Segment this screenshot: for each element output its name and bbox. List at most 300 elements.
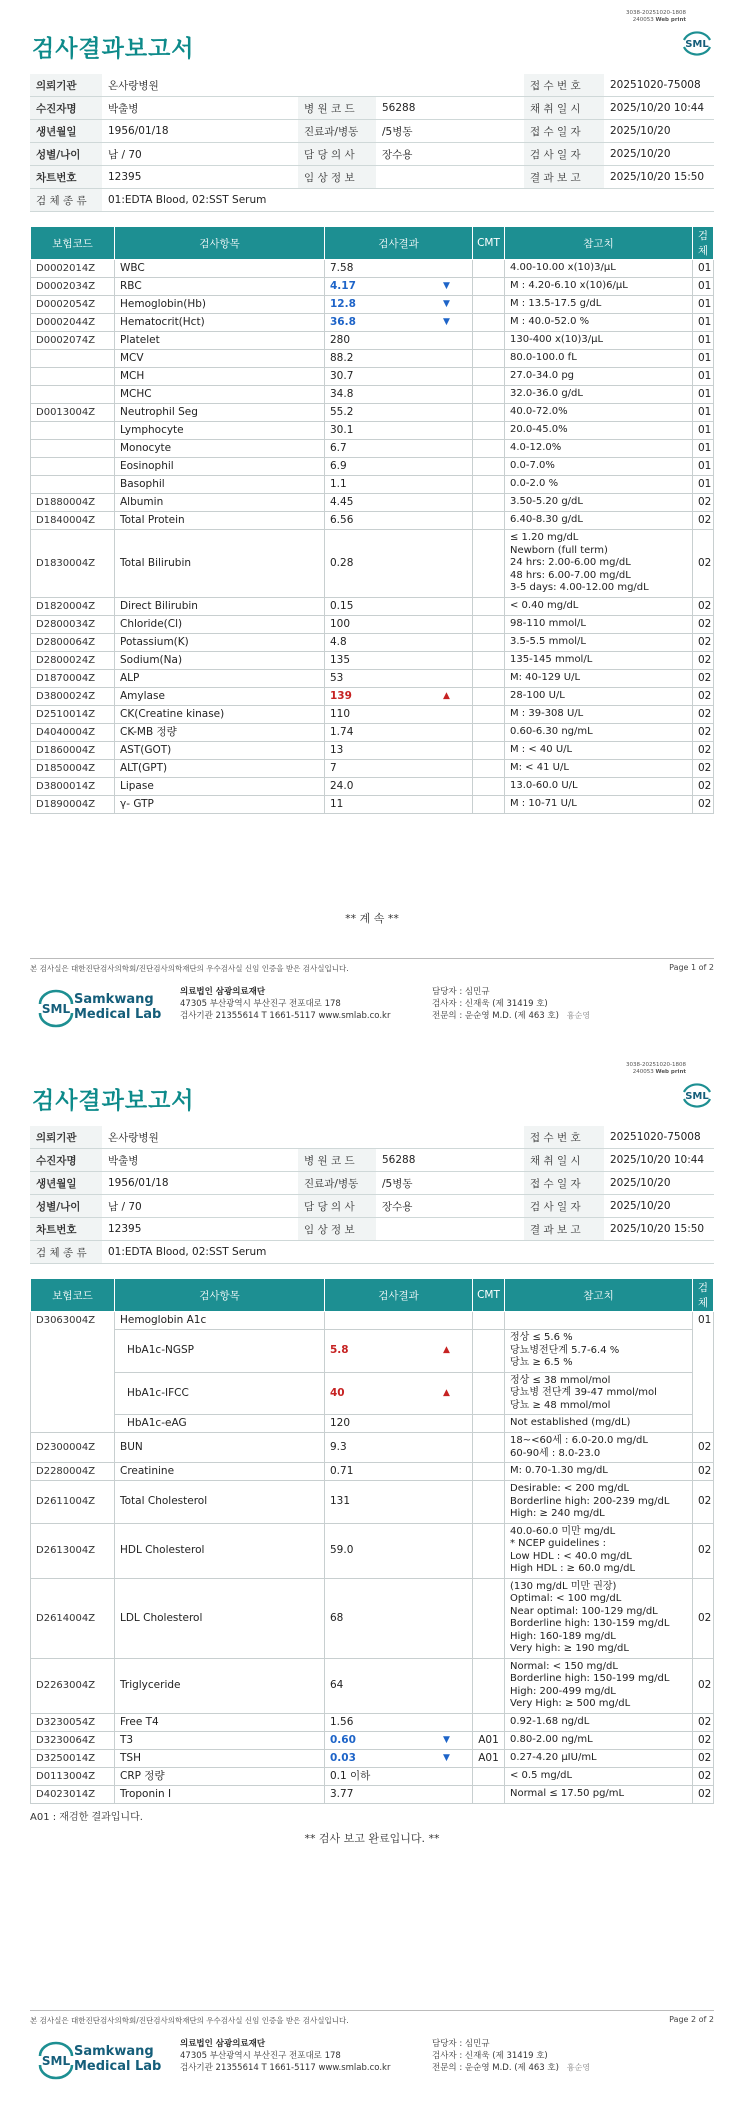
reference-cell: 정상 ≤ 38 mmol/mol 당뇨병 전단계 39-47 mmol/mol 당뇨 ≥ 48 mmol/mol xyxy=(505,1372,693,1415)
low-flag-icon: ▼ xyxy=(443,317,450,327)
result-cell xyxy=(325,777,473,795)
cmt-cell xyxy=(473,669,505,687)
report-value: 2025/10/20 15:50 xyxy=(604,166,714,189)
hospital-label: 의뢰기관 xyxy=(30,74,102,97)
column-header: 검사항목 xyxy=(115,1279,325,1312)
result-cell xyxy=(325,669,473,687)
insurance-code: D1870004Z xyxy=(31,669,115,687)
result-cell xyxy=(325,1433,473,1463)
specimen-cell: 01 xyxy=(693,458,714,476)
result-value: 0.1 이하 xyxy=(330,1769,371,1782)
info-row xyxy=(30,1126,714,1149)
result-value: 36.8 xyxy=(330,316,356,328)
cmt-cell xyxy=(473,332,505,350)
column-header: 검체 xyxy=(693,1279,714,1312)
specimen-label: 검 체 종 류 xyxy=(30,189,102,212)
reference-cell: 40.0-60.0 미만 mg/dL * NCEP guidelines : Low HDL : < 40.0 mg/dL High HDL : ≥ 60.0 mg/dL xyxy=(505,1523,693,1578)
reference-cell: 20.0-45.0% xyxy=(505,422,693,440)
insurance-code: D1890004Z xyxy=(31,795,115,813)
result-value: 0.28 xyxy=(330,556,354,569)
lab-contact: 검사기관 21355614 T 1661-5117 www.smlab.co.kr xyxy=(180,2063,391,2073)
cmt-cell xyxy=(473,1372,505,1415)
staff-tester: 검사자 : 신재욱 (제 31419 호) xyxy=(432,2051,548,2061)
result-value: 7.58 xyxy=(330,262,354,274)
hospital-label: 의뢰기관 xyxy=(30,1126,102,1149)
print-code xyxy=(626,1062,686,1076)
insurance-code: D3800024Z xyxy=(31,687,115,705)
result-value: 7 xyxy=(330,761,337,774)
specimen-cell: 02 xyxy=(693,1713,714,1731)
specimen-cell: 01 xyxy=(693,476,714,494)
test-subitem: HbA1c-NGSP xyxy=(115,1330,325,1373)
specimen-value: 01:EDTA Blood, 02:SST Serum xyxy=(102,1241,714,1264)
cmt-cell xyxy=(473,1481,505,1524)
specimen-cell: 02 xyxy=(693,633,714,651)
result-cell xyxy=(325,795,473,813)
insurance-code: D0002044Z xyxy=(31,314,115,332)
reference-cell: 4.0-12.0% xyxy=(505,440,693,458)
sml-wordmark-line1: Samkwang xyxy=(74,2044,154,2059)
specimen-cell: 02 xyxy=(693,1463,714,1481)
result-cell xyxy=(325,687,473,705)
insurance-code: D2800034Z xyxy=(31,615,115,633)
result-value: 131 xyxy=(330,1495,351,1508)
table-subrow xyxy=(31,1415,714,1433)
insurance-code: D1860004Z xyxy=(31,741,115,759)
insurance-code: D3230064Z xyxy=(31,1731,115,1749)
column-header: CMT xyxy=(473,1279,505,1312)
test-value: 2025/10/20 xyxy=(604,1195,714,1218)
insurance-code: D1830004Z xyxy=(31,530,115,598)
result-value: 13 xyxy=(330,743,344,756)
insurance-code xyxy=(31,386,115,404)
insurance-code: D2614004Z xyxy=(31,1578,115,1658)
insurance-code: D1880004Z xyxy=(31,494,115,512)
lab-contact: 검사기관 21355614 T 1661-5117 www.smlab.co.kr xyxy=(180,1011,391,1021)
cmt-cell xyxy=(473,494,505,512)
hospcode-label: 병 원 코 드 xyxy=(298,97,376,120)
page-number: Page 2 of 2 xyxy=(669,2015,714,2024)
test-label: 검 사 일 자 xyxy=(524,1195,604,1218)
sml-logo-text: SML xyxy=(685,39,709,50)
result-cell xyxy=(325,759,473,777)
cmt-cell xyxy=(473,404,505,422)
lab-name: 의료법인 삼광의료재단 xyxy=(180,2039,266,2049)
insurance-code: D0113004Z xyxy=(31,1767,115,1785)
info-row xyxy=(30,1195,714,1218)
cmt-cell xyxy=(473,759,505,777)
info-row xyxy=(30,1218,714,1241)
hospcode-value: 56288 xyxy=(376,1149,524,1172)
hospcode-label: 병 원 코 드 xyxy=(298,1149,376,1172)
reference-cell: 4.00-10.00 x(10)3/μL xyxy=(505,260,693,278)
result-cell xyxy=(325,368,473,386)
cmt-cell xyxy=(473,1578,505,1658)
chart-label: 차트번호 xyxy=(30,166,102,189)
insurance-code: D2613004Z xyxy=(31,1523,115,1578)
test-item: Total Bilirubin xyxy=(115,530,325,598)
table-row xyxy=(31,1767,714,1785)
insurance-code: D3230054Z xyxy=(31,1713,115,1731)
completed-note: ** 검사 보고 완료입니다. ** xyxy=(304,1832,440,1845)
reference-cell: M : 40.0-52.0 % xyxy=(505,314,693,332)
result-cell xyxy=(325,350,473,368)
lab-address: 47305 부산광역시 부산진구 전포대로 178 xyxy=(180,2051,341,2061)
reference-cell: 98-110 mmol/L xyxy=(505,615,693,633)
table-row xyxy=(31,705,714,723)
specimen-cell: 01 xyxy=(693,368,714,386)
patient-value: 박출병 xyxy=(102,1149,298,1172)
test-item: Albumin xyxy=(115,494,325,512)
reference-cell: M : 10-71 U/L xyxy=(505,795,693,813)
result-cell xyxy=(325,476,473,494)
clinical-label: 임 상 정 보 xyxy=(298,1218,376,1241)
doctor-label: 담 당 의 사 xyxy=(298,143,376,166)
result-value: 110 xyxy=(330,707,351,720)
table-row xyxy=(31,633,714,651)
result-value: 280 xyxy=(330,334,351,346)
specimen-cell: 02 xyxy=(693,705,714,723)
table-row xyxy=(31,795,714,813)
staff-manager: 담당자 : 심민규 xyxy=(432,2039,490,2049)
sex-value: 남 / 70 xyxy=(102,143,298,166)
specimen-cell: 02 xyxy=(693,512,714,530)
result-value: 0.03 xyxy=(330,1751,356,1764)
dept-label: 진료과/병동 xyxy=(298,1172,376,1195)
info-row xyxy=(30,74,714,97)
table-row xyxy=(31,1785,714,1803)
result-value: 139 xyxy=(330,689,352,702)
print-code-line1: 3038-20251020-1808 xyxy=(626,10,686,16)
results-header xyxy=(31,1279,714,1312)
reference-cell: M: 40-129 U/L xyxy=(505,669,693,687)
reference-cell: 0.0-7.0% xyxy=(505,458,693,476)
cmt-cell xyxy=(473,687,505,705)
result-cell xyxy=(325,1463,473,1481)
table-row xyxy=(31,440,714,458)
result-value: 4.45 xyxy=(330,496,354,508)
column-header: 검사결과 xyxy=(325,227,473,260)
cmt-cell xyxy=(473,458,505,476)
test-subitem: HbA1c-IFCC xyxy=(115,1372,325,1415)
cmt-cell xyxy=(473,278,505,296)
lab-address: 47305 부산광역시 부산진구 전포대로 178 xyxy=(180,999,341,1009)
test-item: ALT(GPT) xyxy=(115,759,325,777)
sml-footer-logo-text: SML xyxy=(41,2054,71,2068)
continued-note: ** 계 속 ** xyxy=(345,912,399,925)
reference-cell: (130 mg/dL 미만 권장) Optimal: < 100 mg/dL Near optimal: 100-129 mg/dL Borderline high: 130-159 mg/dL High: 160-189 mg/dL Very high: ≥ 190 mg/dL xyxy=(505,1578,693,1658)
staff-tester: 검사자 : 신재욱 (제 31419 호) xyxy=(432,999,548,1009)
insurance-code: D0013004Z xyxy=(31,404,115,422)
reference-cell: 28-100 U/L xyxy=(505,687,693,705)
reference-cell: 3.5-5.5 mmol/L xyxy=(505,633,693,651)
receipt-label: 접 수 번 호 xyxy=(524,1126,604,1149)
collect-value: 2025/10/20 10:44 xyxy=(604,1149,714,1172)
recv-value: 2025/10/20 xyxy=(604,120,714,143)
specimen-cell: 02 xyxy=(693,1767,714,1785)
dob-label: 생년월일 xyxy=(30,1172,102,1195)
specimen-cell: 01 xyxy=(693,314,714,332)
insurance-code: D2800064Z xyxy=(31,633,115,651)
specimen-cell: 01 xyxy=(693,404,714,422)
result-cell xyxy=(325,1731,473,1749)
reference-cell: Desirable: < 200 mg/dL Borderline high: 200-239 mg/dL High: ≥ 240 mg/dL xyxy=(505,1481,693,1524)
low-flag-icon: ▼ xyxy=(443,299,450,309)
sml-logo-icon xyxy=(680,1080,714,1110)
reference-cell: Normal: < 150 mg/dL Borderline high: 150-199 mg/dL High: 200-499 mg/dL Very High: ≥ 500 mg/dL xyxy=(505,1658,693,1713)
table-row xyxy=(31,723,714,741)
test-item: LDL Cholesterol xyxy=(115,1578,325,1658)
table-row xyxy=(31,1481,714,1524)
hospcode-value: 56288 xyxy=(376,97,524,120)
result-value: 34.8 xyxy=(330,388,354,400)
staff-specialist: 전문의 : 운순영 M.D. (제 463 호) xyxy=(432,1011,559,1021)
insurance-code: D2300004Z xyxy=(31,1433,115,1463)
result-value: 11 xyxy=(330,797,344,810)
result-cell xyxy=(325,296,473,314)
specimen-cell: 02 xyxy=(693,741,714,759)
result-cell xyxy=(325,260,473,278)
cmt-cell xyxy=(473,1713,505,1731)
info-row xyxy=(30,143,714,166)
test-item: CK-MB 정량 xyxy=(115,723,325,741)
reference-cell: 27.0-34.0 pg xyxy=(505,368,693,386)
result-value: 0.60 xyxy=(330,1733,356,1746)
table-row xyxy=(31,476,714,494)
specimen-cell: 02 xyxy=(693,1785,714,1803)
info-row xyxy=(30,166,714,189)
result-value: 0.71 xyxy=(330,1465,354,1477)
table-row xyxy=(31,404,714,422)
reference-cell: 135-145 mmol/L xyxy=(505,651,693,669)
result-cell xyxy=(325,705,473,723)
test-item: γ- GTP xyxy=(115,795,325,813)
table-row xyxy=(31,512,714,530)
specimen-cell: 02 xyxy=(693,1658,714,1713)
test-item: Triglyceride xyxy=(115,1658,325,1713)
sml-wordmark xyxy=(74,2044,161,2074)
result-value: 4.8 xyxy=(330,635,347,648)
specimen-cell: 02 xyxy=(693,615,714,633)
cmt-cell xyxy=(473,705,505,723)
reference-cell: 0.0-2.0 % xyxy=(505,476,693,494)
test-item: Total Cholesterol xyxy=(115,1481,325,1524)
result-cell xyxy=(325,530,473,598)
staff-manager: 담당자 : 심민규 xyxy=(432,987,490,997)
cmt-cell xyxy=(473,476,505,494)
column-header: 참고치 xyxy=(505,227,693,260)
result-cell xyxy=(325,1481,473,1524)
cmt-cell xyxy=(473,723,505,741)
insurance-code: D2800024Z xyxy=(31,651,115,669)
specimen-cell: 02 xyxy=(693,795,714,813)
sex-value: 남 / 70 xyxy=(102,1195,298,1218)
insurance-code: D4023014Z xyxy=(31,1785,115,1803)
specimen-cell: 01 xyxy=(693,422,714,440)
reference-cell: 13.0-60.0 U/L xyxy=(505,777,693,795)
info-row xyxy=(30,189,714,212)
result-cell xyxy=(325,1312,473,1330)
doctor-label: 담 당 의 사 xyxy=(298,1195,376,1218)
test-item: CK(Creatine kinase) xyxy=(115,705,325,723)
result-cell xyxy=(325,1372,473,1415)
test-item: Potassium(K) xyxy=(115,633,325,651)
reference-cell: 0.27-4.20 μIU/mL xyxy=(505,1749,693,1767)
table-row xyxy=(31,1523,714,1578)
insurance-code: D3800014Z xyxy=(31,777,115,795)
table-row xyxy=(31,350,714,368)
test-item: Lipase xyxy=(115,777,325,795)
chart-value: 12395 xyxy=(102,1218,298,1241)
test-item: Troponin I xyxy=(115,1785,325,1803)
receipt-label: 접 수 번 호 xyxy=(524,74,604,97)
test-item: CRP 정량 xyxy=(115,1767,325,1785)
result-value: 135 xyxy=(330,653,351,666)
dept-value: /5병동 xyxy=(376,120,524,143)
sml-footer-logo-text: SML xyxy=(41,1002,71,1016)
sml-wordmark-line2: Medical Lab xyxy=(74,1007,162,1022)
test-item: AST(GOT) xyxy=(115,741,325,759)
patient-label: 수진자명 xyxy=(30,97,102,120)
table-row xyxy=(31,332,714,350)
staff-info xyxy=(432,2038,590,2074)
result-value: 24.0 xyxy=(330,779,354,792)
patient-value: 박출병 xyxy=(102,97,298,120)
cmt-cell: A01 xyxy=(473,1749,505,1767)
staff-specialist: 전문의 : 운순영 M.D. (제 463 호) xyxy=(432,2063,559,2073)
insurance-code xyxy=(31,458,115,476)
result-value: 1.74 xyxy=(330,725,354,738)
cmt-note: A01 : 재검한 결과입니다. xyxy=(30,1812,143,1823)
reference-cell: < 0.5 mg/dL xyxy=(505,1767,693,1785)
cmt-cell xyxy=(473,615,505,633)
hospital-value: 온사랑병원 xyxy=(102,74,524,97)
table-row xyxy=(31,597,714,615)
cmt-cell xyxy=(473,296,505,314)
insurance-code: D2263004Z xyxy=(31,1658,115,1713)
signature: 흉순영 xyxy=(566,2063,591,2072)
insurance-code: D2280004Z xyxy=(31,1463,115,1481)
signature: 흉순영 xyxy=(566,1011,591,1020)
specimen-cell: 02 xyxy=(693,1433,714,1463)
reference-cell: M : 13.5-17.5 g/dL xyxy=(505,296,693,314)
result-cell xyxy=(325,741,473,759)
result-value: 30.7 xyxy=(330,370,354,382)
specimen-cell: 02 xyxy=(693,530,714,598)
specimen-cell: 02 xyxy=(693,669,714,687)
cmt-cell xyxy=(473,1312,505,1330)
reference-cell: 6.40-8.30 g/dL xyxy=(505,512,693,530)
table-row xyxy=(31,278,714,296)
result-cell xyxy=(325,1523,473,1578)
result-cell xyxy=(325,1713,473,1731)
info-row xyxy=(30,97,714,120)
sex-label: 성별/나이 xyxy=(30,143,102,166)
cmt-cell: A01 xyxy=(473,1731,505,1749)
specimen-cell: 02 xyxy=(693,777,714,795)
test-item: T3 xyxy=(115,1731,325,1749)
result-cell xyxy=(325,723,473,741)
collect-label: 채 취 일 시 xyxy=(524,1149,604,1172)
high-flag-icon: ▲ xyxy=(443,1345,450,1356)
table-subrow xyxy=(31,1372,714,1415)
info-row xyxy=(30,1149,714,1172)
result-cell xyxy=(325,404,473,422)
cmt-cell xyxy=(473,633,505,651)
specimen-cell: 02 xyxy=(693,1578,714,1658)
column-header: CMT xyxy=(473,227,505,260)
test-item: Neutrophil Seg xyxy=(115,404,325,422)
lab-name: 의료법인 삼광의료재단 xyxy=(180,987,266,997)
table-row xyxy=(31,651,714,669)
web-print-label: Web print xyxy=(655,17,686,23)
cmt-cell xyxy=(473,1330,505,1373)
table-row xyxy=(31,386,714,404)
cmt-cell xyxy=(473,512,505,530)
page-number: Page 1 of 2 xyxy=(669,963,714,972)
footer-divider xyxy=(30,958,714,959)
high-flag-icon: ▲ xyxy=(443,1387,450,1398)
result-cell xyxy=(325,1785,473,1803)
table-row xyxy=(31,458,714,476)
insurance-code: D2611004Z xyxy=(31,1481,115,1524)
dob-label: 생년월일 xyxy=(30,120,102,143)
test-item: Monocyte xyxy=(115,440,325,458)
result-value: 12.8 xyxy=(330,298,356,310)
low-flag-icon: ▼ xyxy=(443,1752,450,1763)
table-row xyxy=(31,314,714,332)
dob-value: 1956/01/18 xyxy=(102,120,298,143)
result-value: 30.1 xyxy=(330,424,354,436)
result-cell xyxy=(325,458,473,476)
test-item: Hemoglobin A1c xyxy=(115,1312,325,1330)
table-row xyxy=(31,615,714,633)
test-item: Hemoglobin(Hb) xyxy=(115,296,325,314)
reference-cell: 정상 ≤ 5.6 % 당뇨병전단계 5.7-6.4 % 당뇨 ≥ 6.5 % xyxy=(505,1330,693,1373)
result-cell xyxy=(325,1415,473,1433)
cert-note: 본 검사실은 대한진단검사의학회/진단검사의학재단의 우수검사실 신임 인증을 받은 검사실입니다. xyxy=(30,964,349,973)
result-cell xyxy=(325,597,473,615)
info-row xyxy=(30,120,714,143)
sml-wordmark xyxy=(74,992,161,1022)
reference-cell: 0.80-2.00 ng/mL xyxy=(505,1731,693,1749)
table-row xyxy=(31,296,714,314)
receipt-value: 20251020-75008 xyxy=(604,74,714,97)
specimen-cell: 02 xyxy=(693,494,714,512)
result-cell xyxy=(325,1330,473,1373)
column-header: 검사결과 xyxy=(325,1279,473,1312)
cmt-cell xyxy=(473,386,505,404)
cmt-cell xyxy=(473,260,505,278)
specimen-cell: 01 xyxy=(693,278,714,296)
web-print-label: Web print xyxy=(655,1069,686,1075)
report-page-2 xyxy=(0,1052,744,2104)
reference-cell: 32.0-36.0 g/dL xyxy=(505,386,693,404)
low-flag-icon: ▼ xyxy=(443,1734,450,1745)
table-row xyxy=(31,1658,714,1713)
result-value: 55.2 xyxy=(330,406,354,418)
test-item: Lymphocyte xyxy=(115,422,325,440)
specimen-cell: 02 xyxy=(693,687,714,705)
test-item: MCH xyxy=(115,368,325,386)
result-cell xyxy=(325,1578,473,1658)
table-row xyxy=(31,1433,714,1463)
cmt-cell xyxy=(473,777,505,795)
insurance-code: D0002014Z xyxy=(31,260,115,278)
table-row xyxy=(31,777,714,795)
cmt-cell xyxy=(473,1767,505,1785)
result-value: 64 xyxy=(330,1679,344,1691)
